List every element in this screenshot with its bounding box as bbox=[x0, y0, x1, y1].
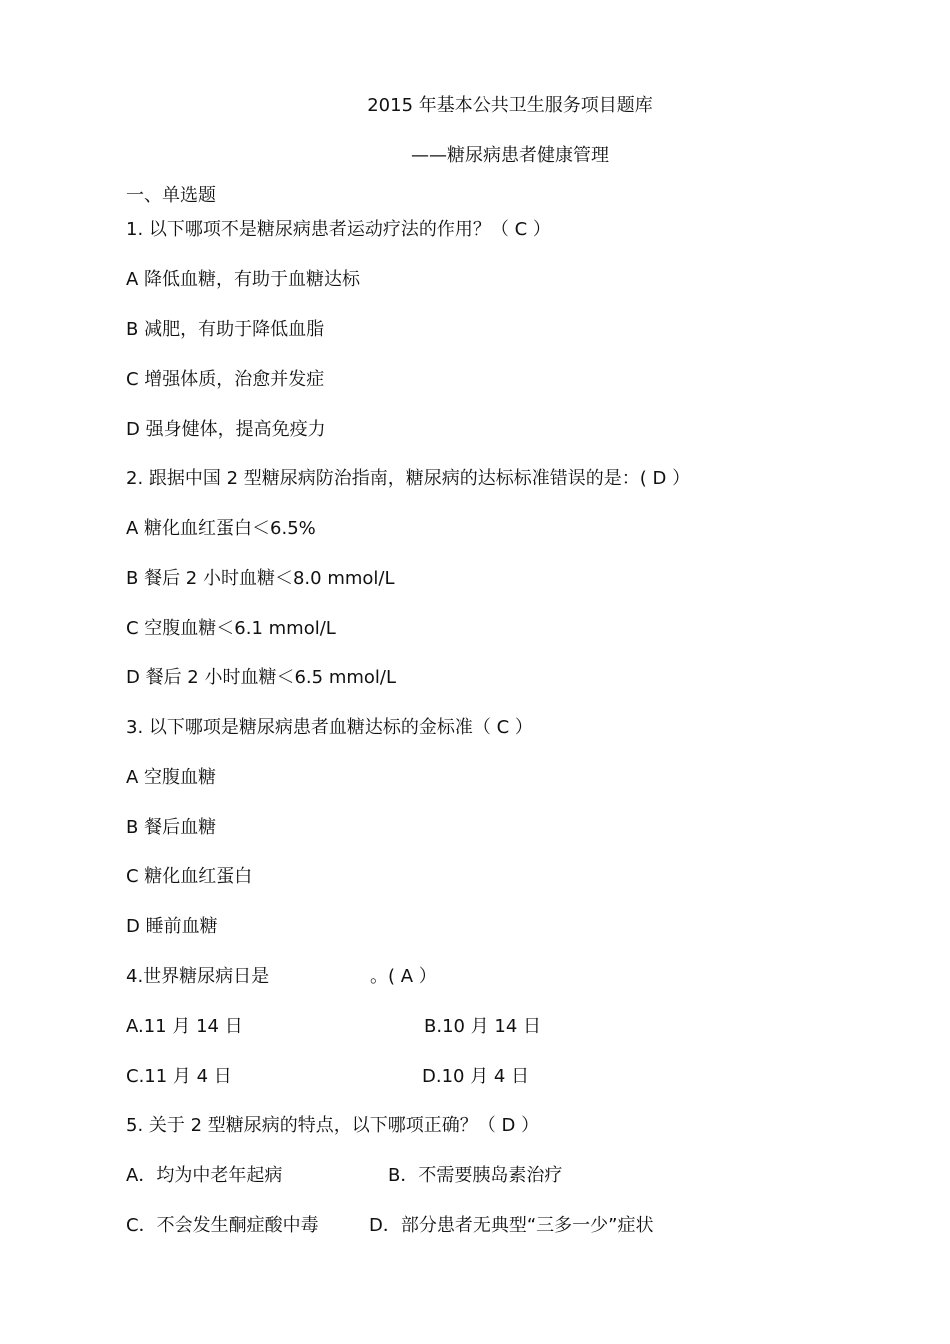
question-1-option-b: B 减肥，有助于降低血脂 bbox=[126, 319, 325, 340]
question-3-option-b: B 餐后血糖 bbox=[126, 817, 217, 838]
question-5-option-c: C．不会发生酮症酸中毒 bbox=[126, 1215, 319, 1236]
document-title: 2015 年基本公共卫生服务项目题库 bbox=[367, 95, 653, 116]
document-subtitle: ——糖尿病患者健康管理 bbox=[411, 145, 609, 166]
question-5-option-a: A．均为中老年起病 bbox=[126, 1165, 283, 1186]
question-1-option-a: A 降低血糖，有助于血糖达标 bbox=[126, 269, 361, 290]
question-4-stem-start: 4.世界糖尿病日是 bbox=[126, 966, 270, 987]
question-5-option-b: B．不需要胰岛素治疗 bbox=[388, 1165, 563, 1186]
question-4-stem-end: 。( A ） bbox=[370, 966, 437, 987]
question-3-option-d: D 睡前血糖 bbox=[126, 916, 218, 937]
question-1-option-d: D 强身健体，提高免疫力 bbox=[126, 419, 326, 440]
question-2-stem: 2. 跟据中国 2 型糖尿病防治指南，糖尿病的达标标准错误的是：( D ） bbox=[126, 468, 691, 489]
question-2-option-a: A 糖化血红蛋白＜6.5% bbox=[126, 518, 316, 539]
question-3-stem: 3. 以下哪项是糖尿病患者血糖达标的金标准（ C ） bbox=[126, 717, 533, 738]
question-2-option-b: B 餐后 2 小时血糖＜8.0 mmol/L bbox=[126, 568, 395, 589]
question-4-option-d: D.10 月 4 日 bbox=[422, 1066, 530, 1087]
question-4-option-c: C.11 月 4 日 bbox=[126, 1066, 232, 1087]
section-heading: 一、单选题 bbox=[126, 185, 216, 206]
question-2-option-c: C 空腹血糖＜6.1 mmol/L bbox=[126, 618, 336, 639]
question-2-option-d: D 餐后 2 小时血糖＜6.5 mmol/L bbox=[126, 667, 396, 688]
question-4-option-b: B.10 月 14 日 bbox=[424, 1016, 542, 1037]
question-5-stem: 5. 关于 2 型糖尿病的特点，以下哪项正确？（ D ） bbox=[126, 1115, 540, 1136]
question-5-option-d: D．部分患者无典型“三多一少”症状 bbox=[369, 1215, 654, 1236]
question-1-option-c: C 增强体质，治愈并发症 bbox=[126, 369, 325, 390]
question-3-option-a: A 空腹血糖 bbox=[126, 767, 217, 788]
question-3-option-c: C 糖化血红蛋白 bbox=[126, 866, 253, 887]
question-4-option-a: A.11 月 14 日 bbox=[126, 1016, 243, 1037]
question-1-stem: 1. 以下哪项不是糖尿病患者运动疗法的作用？（ C ） bbox=[126, 219, 551, 240]
